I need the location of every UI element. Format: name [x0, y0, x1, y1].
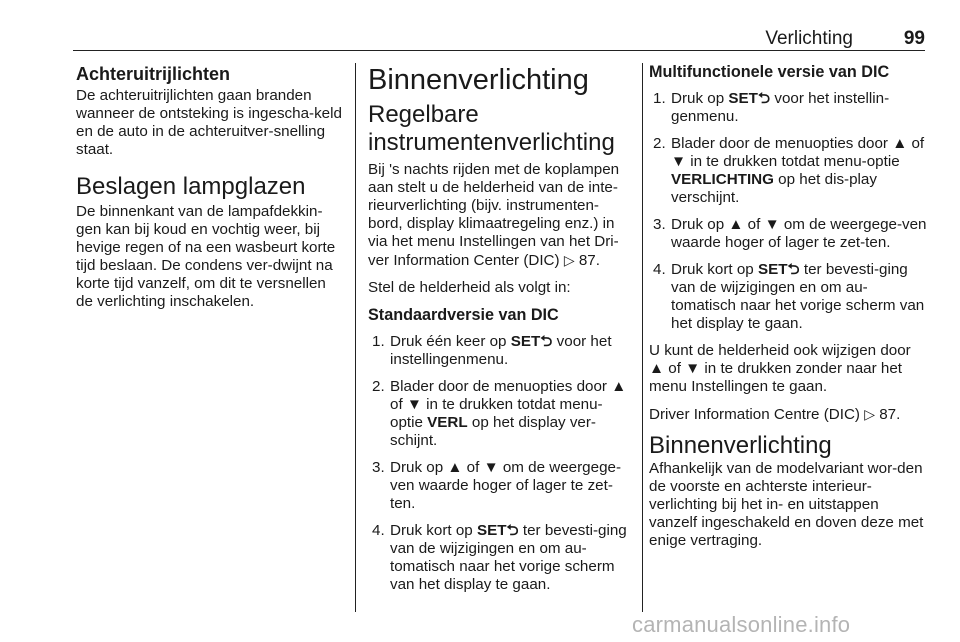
down-triangle-icon: ▼ [483, 459, 499, 476]
down-triangle-icon: ▼ [671, 153, 687, 170]
column-1 [76, 63, 342, 320]
heading-interior-lighting: Binnenverlichting [649, 432, 832, 459]
up-triangle-icon: ▲ [611, 378, 627, 395]
back-arrow-icon: ⮌ [506, 522, 519, 539]
heading-standard-dic: Standaardversie van DIC [368, 306, 559, 324]
steps-list [368, 333, 632, 594]
heading-instrument-lighting: Regelbare instrumentenverlichting [368, 101, 615, 156]
list-item: 2. Blader door de menuopties door ▲ of ▼ in te drukken totdat menu-optie VERLICHTING op het dis-play verschijnt. [653, 135, 925, 206]
watermark: carmanualsonline.info [632, 612, 851, 637]
back-arrow-icon: ⮌ [540, 333, 553, 350]
steps-list [649, 90, 927, 333]
column-divider [355, 63, 356, 612]
back-arrow-icon: ⮌ [757, 90, 771, 107]
list-item: 3. Druk op ▲ of ▼ om de weergege-ven waarde hoger of lager te zet-ten. [653, 216, 927, 251]
list-item: 4. Druk kort op SET⮌ ter bevesti-ging van de wijzigingen en om au-tomatisch naar het vorige scherm van het display te gaan. [372, 522, 627, 593]
list-item: 2. Blader door de menuopties door ▲ of ▼ in te drukken totdat menu-optie VERL op het display ver-schijnt. [372, 378, 627, 449]
paragraph: Stel de helderheid als volgt in: [368, 279, 571, 296]
heading-multifunction-dic: Multifunctionele versie van DIC [649, 63, 890, 81]
section-title: Verlichting [765, 28, 853, 49]
heading-interior-lighting: Binnenverlichting [368, 64, 589, 96]
paragraph: U kunt de helderheid ook wijzigen door ▲ of ▼ in te drukken zonder naar het menu Instellingen te gaan. [649, 342, 911, 395]
column-3 [649, 63, 927, 559]
up-triangle-icon: ▲ [728, 216, 744, 233]
page-header [73, 26, 925, 51]
paragraph: Afhankelijk van de modelvariant wor-den de voorste en achterste interieur-verlichting bij het in- en uitstappen vanzelf ingeschakeld en doven deze met enige vertraging. [649, 460, 924, 549]
paragraph: De achteruitrijlichten gaan branden wanneer de ontsteking is ingescha-keld en de auto in de achteruitver-snelling staat. [76, 87, 342, 158]
paragraph: De binnenkant van de lampafdekkin-gen kan bij koud en vochtig weer, bij hevige regen of na een wasbeurt korte tijd beslaan. De condens ver-dwijnt na korte tijd vanzelf, om dit te versnellen de verlichting inschakelen. [76, 203, 336, 310]
column-2 [368, 63, 632, 603]
paragraph: Bij 's nachts rijden met de koplampen aan stelt u de helderheid van de inte-rieurverlichting (bijv. instrumenten-bord, display klimaatregeling enz.) in via het menu Instellingen van het Dri-ver Information Center (DIC) ▷ 87. [368, 161, 620, 269]
list-item: 1. Druk één keer op SET⮌ voor het instellingenmenu. [372, 333, 612, 368]
heading-reversing-lights: Achteruitrijlichten [76, 64, 231, 84]
page-ref-icon: ▷ [563, 252, 575, 268]
back-arrow-icon: ⮌ [787, 261, 800, 278]
list-item: 3. Druk op ▲ of ▼ om de weergege-ven waarde hoger of lager te zet-ten. [372, 459, 622, 512]
paragraph: Driver Information Centre (DIC) ▷ 87. [649, 406, 901, 423]
down-triangle-icon: ▼ [406, 396, 422, 413]
up-triangle-icon: ▲ [892, 135, 908, 152]
down-triangle-icon: ▼ [685, 360, 701, 377]
up-triangle-icon: ▲ [447, 459, 463, 476]
down-triangle-icon: ▼ [764, 216, 780, 233]
heading-fogged-lenses: Beslagen lampglazen [76, 173, 306, 200]
list-item: 4. Druk kort op SET⮌ ter bevesti-ging van de wijzigingen en om au-tomatisch naar het vorige scherm van het display te gaan. [653, 261, 925, 332]
page-ref-icon: ▷ [864, 406, 875, 422]
list-item: 1. Druk op SET⮌ voor het instellin-genmenu. [653, 90, 890, 125]
page-number: 99 [903, 28, 925, 49]
up-triangle-icon: ▲ [649, 360, 665, 377]
column-divider [642, 63, 643, 612]
